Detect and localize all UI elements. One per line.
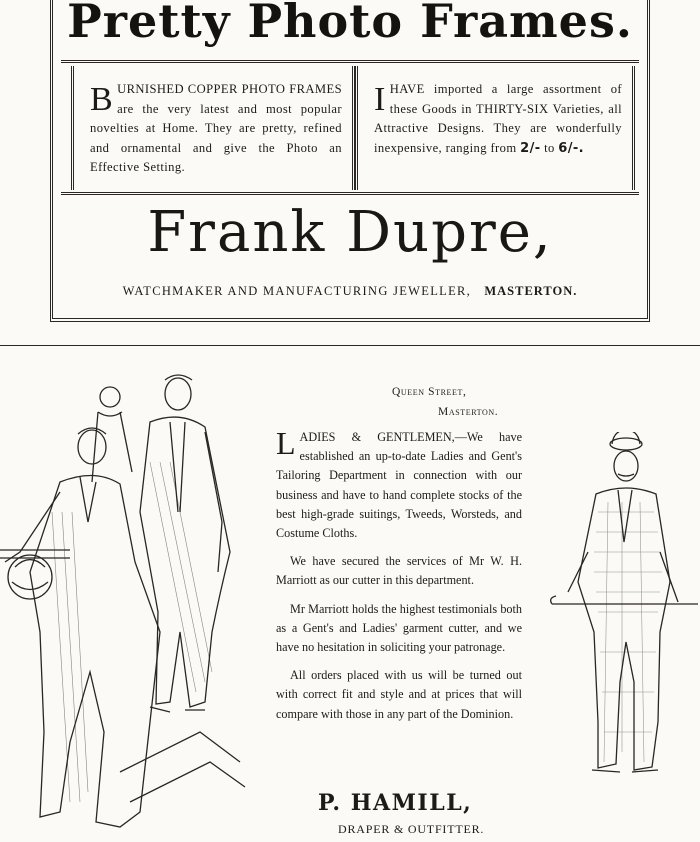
middle-rule — [61, 192, 639, 195]
right-column-body: HAVE imported a large assortment of these Goods in THIRTY-SIX Varieties, all Attractive Designs. They are wonderfully inexpensive, ranging from — [374, 82, 622, 155]
address-street: Queen Street, — [392, 386, 467, 398]
paragraph-cutter: We have secured the services of Mr W. H. Marriott as our cutter in this department. — [276, 554, 522, 588]
left-dropcap: B — [90, 81, 114, 118]
price-to-word: to — [544, 140, 555, 155]
paragraph-intro — [276, 425, 522, 543]
business-name: Frank Dupre, — [147, 200, 553, 265]
price-range — [520, 141, 584, 155]
town-name: MASTERTON. — [484, 284, 578, 298]
gentleman-with-cane-illustration — [548, 432, 700, 782]
right-column-text — [355, 66, 635, 190]
trade-description: WATCHMAKER AND MANUFACTURING JEWELLER, — [122, 284, 472, 298]
paragraph-testimonials: Mr Marriott holds the highest testimonials both as a Gent's and Ladies' garment cutter, and we have no hesitation in soliciting your patronage. — [276, 601, 522, 655]
signature-title: DRAPER & OUTFITTER. — [338, 822, 485, 836]
price-to: 6/-. — [558, 140, 584, 156]
right-dropcap: I — [374, 81, 386, 118]
frank-dupre-advert — [50, 0, 650, 322]
business-subtitle — [53, 284, 647, 299]
intro-text: ADIES & GENTLEMEN,—We have established an up-to-date Ladies and Gent's Tailoring Department in connection with our business and have to hand complete stocks of the best high-grade suitings, Tweeds, Worsteds, and Costume Cloths. — [276, 430, 522, 541]
address-town: Masterton. — [438, 406, 499, 418]
price-from: 2/- — [520, 140, 541, 156]
intro-dropcap: L — [276, 425, 296, 461]
tailoring-advert-text — [276, 425, 522, 733]
left-column-body: URNISHED COPPER PHOTO FRAMES are the very latest and most popular novelties at Home. They are pretty, refined and ornamental and give the Photo an Effective Setting. — [90, 82, 342, 174]
advert-divider — [0, 345, 700, 346]
advert-title: Pretty Photo Frames. — [67, 0, 633, 48]
left-column-text — [71, 66, 355, 190]
paragraph-orders: All orders placed with us will be turned out with correct fit and style and at prices that will compare with those in any part of the Dominion. — [276, 668, 522, 721]
address-block — [392, 382, 512, 422]
gentlemen-group-illustration — [0, 372, 250, 842]
signature-name: P. HAMILL, — [318, 790, 473, 816]
top-rule — [61, 60, 639, 63]
